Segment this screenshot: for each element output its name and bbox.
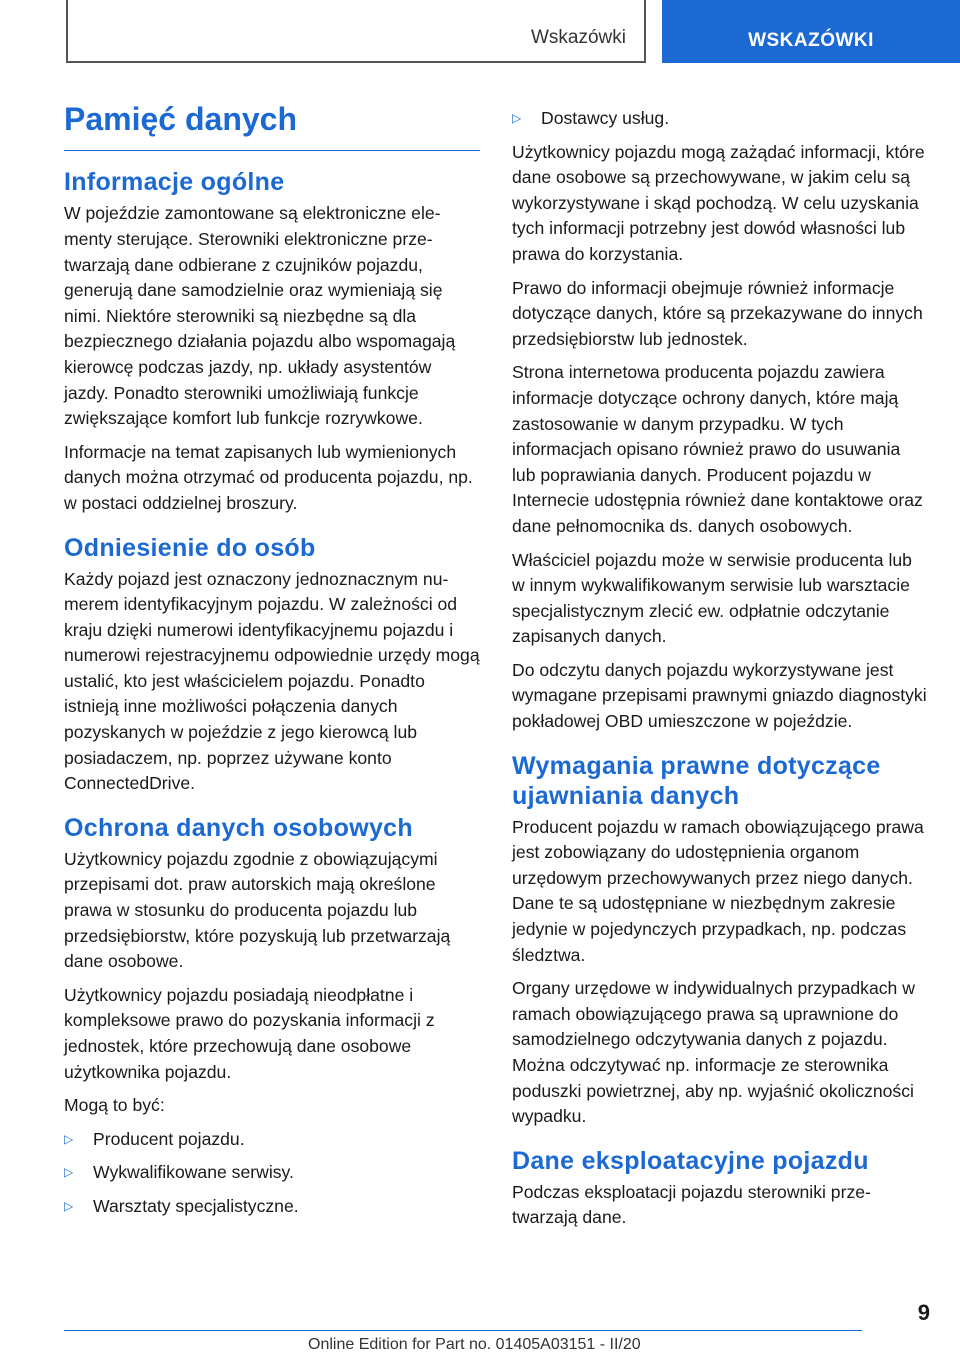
paragraph: Podczas eksploatacji pojazdu sterowniki przetwarzają dane.: [512, 1181, 871, 1228]
heading-general: Informacje ogólne: [64, 168, 285, 197]
list-item-text: Warsztaty specjalistyczne.: [93, 1195, 299, 1216]
heading-operating-data: Dane eksploatacyjne pojazdu: [512, 1146, 869, 1175]
left-column: [64, 100, 480, 1228]
paragraph: Użytkownicy pojazdu posiadają nieodpłatne i kompleksowe prawo do pozyskania informacji z jednostek, które przechowują dane osobowe użytkownika pojazdu.: [64, 984, 435, 1082]
list-item: [512, 106, 928, 132]
paragraph: Właściciel pojazdu może w serwisie producenta lub w innym wykwalifikowanym serwisie lub warsztacie specjalistycznym zlecić ew. odpłatnie odczytanie zapisanych danych.: [512, 549, 912, 647]
header-section-title: Wskazówki: [530, 27, 626, 48]
paragraph: Organy urzędowe w indywidualnych przypadkach w ramach obowiązującego prawa są uprawnione do samodzielnego odczytywania danych z pojazdu. Można odczytywać np. informacje ze sterownika poduszki powietrznej, aby np. wyjaśnić okoliczności wypadku.: [512, 978, 915, 1127]
triangle-bullet-icon: ▷: [64, 1131, 74, 1146]
paragraph: Do odczytu danych pojazdu wykorzystywane jest wymagane przepisami prawnymi gniazdo diagnostyki pokładowej OBD umieszczone w pojeździe.: [512, 659, 927, 732]
paragraph: Każdy pojazd jest oznaczony jednoznacznym numerem identyfikacyjnym pojazdu. W zależności od kraju dzięki numerowi identyfikacyjnemu pojazdu i numerowi rejestracyjnemu odpowiednie urzędy mogą ustalić, kto jest właścicielem pojazdu. Ponadto istnieją inne możliwości połączenia danych pozyskanych w pojeździe z jego kierowcą lub posiadaczem, np. poprzez używane konto ConnectedDrive.: [64, 568, 480, 794]
list-item: [64, 1160, 480, 1186]
list-item-text: Dostawcy usług.: [541, 108, 670, 128]
list-item: [64, 1127, 480, 1153]
paragraph: Producent pojazdu w ramach obowiązującego prawa jest zobowiązany do udostępnienia organom urzędowym przechowywanych przez niego danych. Dane te są udostępniane w niezbędnym zakresie jedynie w pojedynczych przypadkach, np. podczas śledztwa.: [512, 816, 924, 965]
paragraph: W pojeździe zamontowane są elektroniczne elementy sterujące. Sterowniki elektroniczne przetwarzają dane odbierane z czujników pojazdu, generują dane samodzielnie oraz wymieniają się nimi. Niektóre sterowniki są niezbędne są dla bezpiecznego działania pojazdu albo wspomagają kierowcę podczas jazdy, np. układy asystentów jazdy. Ponadto sterowniki umożliwiają funkcje zwiększające komfort lub funkcje rozrywkowe.: [64, 203, 456, 429]
list-item: [64, 1194, 480, 1220]
header-tab: WSKAZÓWKI: [662, 0, 960, 63]
heading-privacy: Ochrona danych osobowych: [64, 813, 413, 842]
paragraph: Strona internetowa producenta pojazdu zawiera informacje dotyczące ochrony danych, które mają zastosowanie w danym przypadku. W tych informacjach opisano również prawo do usuwania lub poprawiania danych. Producent pojazdu w Internecie udostępnia również dane kontaktowe oraz dane pełnomocnika ds. danych osobowych.: [512, 362, 923, 536]
heading-persons: Odniesienie do osób: [64, 533, 316, 562]
heading-legal: Wymagania prawne dotyczące ujawniania danych: [512, 751, 881, 810]
paragraph: Użytkownicy pojazdu zgodnie z obowiązującymi przepisami dot. praw autorskich mają określone prawa w stosunku do producenta pojazdu lub przedsiębiorstw, które pozyskują lub przetwarzają dane osobowe.: [64, 848, 451, 972]
list-item-text: Producent pojazdu.: [93, 1128, 245, 1149]
paragraph: Mogą to być:: [64, 1095, 165, 1116]
paragraph: Informacje na temat zapisanych lub wymienionych danych można otrzymać od producenta pojazdu, np. w postaci oddzielnej broszury.: [64, 441, 473, 513]
paragraph: Użytkownicy pojazdu mogą zażądać informacji, które dane osobowe są przechowywane, w jakim celu są wykorzystywane i skąd pochodzą. W celu uzyskania tych informacji potrzebny jest dowód własności lub prawa do korzystania.: [512, 141, 925, 264]
page-title: Pamięć danych: [64, 100, 480, 151]
page-number: 9: [917, 1300, 930, 1325]
triangle-bullet-icon: ▷: [64, 1165, 74, 1180]
footer-edition: Online Edition for Part no. 01405A03151 - II/20: [308, 1336, 641, 1353]
list-item-text: Wykwalifikowane serwisy.: [93, 1162, 294, 1183]
footer-divider: [64, 1330, 862, 1331]
right-column: [512, 100, 928, 1239]
triangle-bullet-icon: ▷: [512, 111, 522, 125]
triangle-bullet-icon: ▷: [64, 1198, 74, 1213]
paragraph: Prawo do informacji obejmuje również informacje dotyczące danych, które są przekazywane do innych przedsiębiorstw lub jednostek.: [512, 277, 923, 349]
